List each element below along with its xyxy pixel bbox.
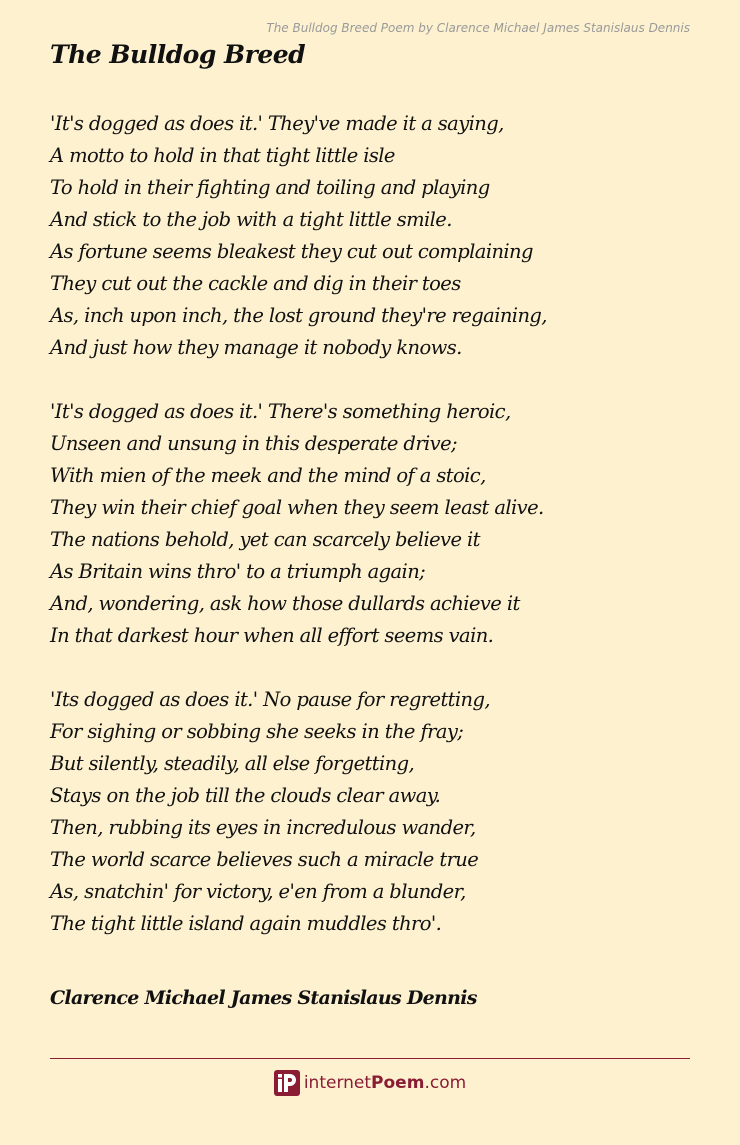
stanza-3 <box>50 684 690 940</box>
poem-line: A motto to hold in that tight little isle <box>50 144 395 167</box>
brand-suffix: .com <box>424 1073 467 1093</box>
poem-line: And, wondering, ask how those dullards achieve it <box>50 592 520 615</box>
poem-body <box>50 108 690 972</box>
poem-author: Clarence Michael James Stanislaus Dennis <box>50 987 477 1009</box>
poem-line: As fortune seems bleakest they cut out complaining <box>50 240 533 263</box>
poem-line: They win their chief goal when they seem least alive. <box>50 496 544 519</box>
poem-line: But silently, steadily, all else forgetting, <box>50 752 415 775</box>
poem-title: The Bulldog Breed <box>50 40 306 69</box>
poem-line: Unseen and unsung in this desperate drive; <box>50 432 457 455</box>
poem-line: Stays on the job till the clouds clear away. <box>50 784 441 807</box>
poem-line: The nations behold, yet can scarcely believe it <box>50 528 480 551</box>
poem-line: Then, rubbing its eyes in incredulous wander, <box>50 816 476 839</box>
poem-line: 'Its dogged as does it.' No pause for regretting, <box>50 688 490 711</box>
footer-brand-link[interactable] <box>0 1070 740 1096</box>
page-caption: The Bulldog Breed Poem by Clarence Michael James Stanislaus Dennis <box>266 21 690 35</box>
poem-line: 'It's dogged as does it.' They've made it a saying, <box>50 112 504 135</box>
poem-line: As, snatchin' for victory, e'en from a blunder, <box>50 880 466 903</box>
poem-line: To hold in their fighting and toiling and playing <box>50 176 490 199</box>
poem-line: 'It's dogged as does it.' There's something heroic, <box>50 400 511 423</box>
poem-line: And just how they manage it nobody knows. <box>50 336 462 359</box>
footer-divider <box>50 1058 690 1059</box>
poem-line: As, inch upon inch, the lost ground they're regaining, <box>50 304 547 327</box>
stanza-1 <box>50 108 690 364</box>
poem-line: The world scarce believes such a miracle true <box>50 848 479 871</box>
poem-line: For sighing or sobbing she seeks in the fray; <box>50 720 464 743</box>
poem-line: They cut out the cackle and dig in their toes <box>50 272 461 295</box>
poem-line: As Britain wins thro' to a triumph again; <box>50 560 426 583</box>
internetpoem-logo-icon <box>274 1070 300 1096</box>
poem-line: And stick to the job with a tight little smile. <box>50 208 452 231</box>
brand-bold: Poem <box>371 1073 425 1093</box>
brand-prefix: internet <box>303 1073 372 1093</box>
poem-line: In that darkest hour when all effort seems vain. <box>50 624 494 647</box>
poem-line: With mien of the meek and the mind of a stoic, <box>50 464 486 487</box>
poem-line: The tight little island again muddles thro'. <box>50 912 442 935</box>
brand-name <box>304 1070 466 1096</box>
stanza-2 <box>50 396 690 652</box>
